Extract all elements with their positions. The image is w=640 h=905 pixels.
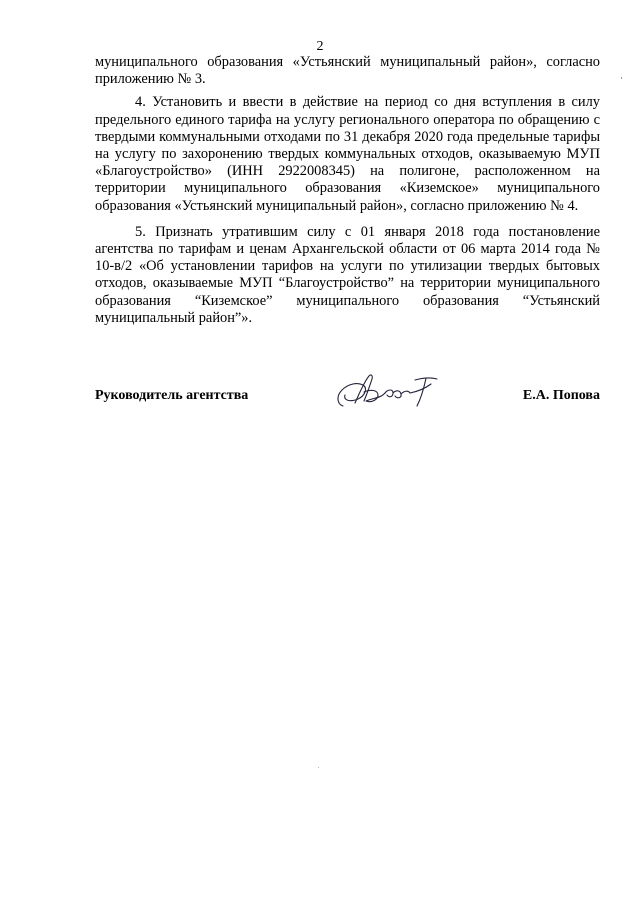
page-number: 2 bbox=[316, 39, 324, 54]
signer-name: Е.А. Попова bbox=[522, 388, 600, 403]
paragraph-4: 4. Установить и ввести в действие на период со дня вступления в силу предельного единого тарифа на услугу регионального оператора по обращению с твердыми коммунальными отходами по 31 декабря 2020 года предельные тарифы на услугу по захоронению твердых коммунальных отходов, оказываемую МУП «Благоустройство» (ИНН 2922008345) на полигоне, расположенном на территории муниципального образования «Киземское» муниципального образования «Устьянский муниципальный район», согласно приложению № 4. bbox=[95, 94, 600, 214]
scan-artifact bbox=[318, 767, 319, 768]
signature-block bbox=[95, 386, 600, 412]
paragraph-5: 5. Признать утратившим силу с 01 января 2018 года постановление агентства по тарифам и ценам Архангельской области от 06 марта 2014 года № 10-в/2 «Об установлении тарифов на услуги по утилизации твердых бытовых отходов, оказываемые МУП “Благоустройство” на территории муниципального образования “Киземское” муниципального образования “Устьянский муниципальный район”». bbox=[95, 223, 600, 326]
document-body bbox=[95, 54, 600, 327]
handwritten-signature bbox=[333, 368, 451, 414]
continuation-text: муниципального образования «Устьянский муниципальный район», согласно приложению № 3. bbox=[95, 54, 600, 88]
margin-mark bbox=[621, 77, 622, 79]
signer-title: Руководитель агентства bbox=[95, 388, 249, 403]
